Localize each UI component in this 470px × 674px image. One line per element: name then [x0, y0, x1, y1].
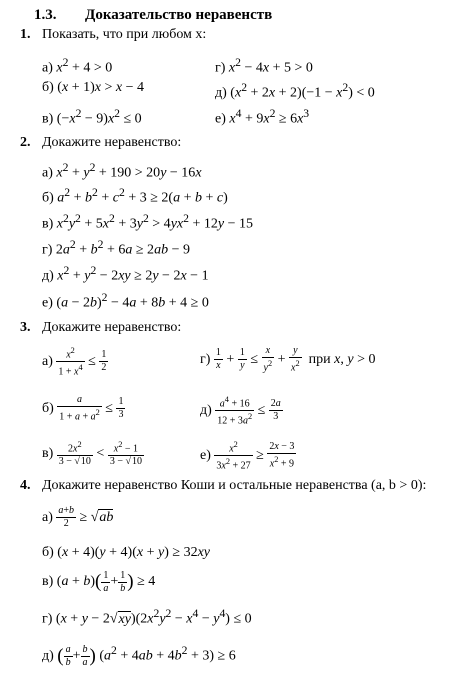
problem-1-item-g: г) $x^2 - 4x + 5 > 0$ — [215, 56, 313, 76]
problem-2-item-b: б) $a^2 + b^2 + c^2 + 3 \ge 2(a + b + c)$ — [42, 186, 228, 206]
section-number: 1.3. — [34, 7, 57, 23]
problem-1-number: 1. — [20, 27, 31, 42]
problem-1-prompt: Показать, что при любом x: — [42, 27, 207, 42]
problem-2-item-e: е) $(a - 2b)^2 - 4a + 8b + 4 \ge 0$ — [42, 291, 209, 311]
problem-4-prompt: Докажите неравенство Коши и остальные неравенства (a, b > 0): — [42, 478, 427, 493]
problem-2-item-a: а) $x^2 + y^2 + 190 > 20y - 16x$ — [42, 161, 202, 181]
problem-1-item-v: в) $(-x^2 - 9)x^2 \le 0$ — [42, 107, 142, 127]
problem-3-item-a: а) $\frac{x^2}{1 + x^4}$ ≤ $\frac{1}{2}$ — [42, 346, 107, 378]
problem-3-item-e: е) $\frac{x^2}{3x^2 + 27}$ ≥ $\frac{2x - 3}{x^2 + 9}$ — [200, 440, 295, 472]
problem-3-item-b: б) $\frac{a}{1 + a + a^2}$ ≤ $\frac{1}{3}$ — [42, 394, 124, 423]
problem-1-item-b: б) (x + 1)x > x − 4 — [42, 80, 144, 95]
problem-1-item-a: а) $x^2 + 4 > 0$ — [42, 56, 113, 76]
problem-4-item-v: в) (a + b)( $\frac{1}{a}$ + $\frac{1}{b}$ ) ≥ 4 — [42, 569, 156, 594]
problem-4-item-a: а) $\frac{a+b}{2}$ ≥ √ab — [42, 505, 114, 530]
problem-4-number: 4. — [20, 478, 31, 493]
problem-4-item-b: б) (x + 4)(y + 4)(x + y) ≥ 32xy — [42, 545, 211, 560]
problem-4-item-g: г) $(x + y - 2√xy)(2x^2y^2 - x^4 - y^4) \le 0$ — [42, 607, 252, 627]
problem-2-item-d: д) $x^2 + y^2 - 2xy \ge 2y - 2x - 1$ — [42, 264, 209, 284]
problem-3-item-v: в) $\frac{2x^2}{3 - √10}$ < $\frac{x^2 - 1}{3 - √10}$ — [42, 440, 142, 468]
section-title: Доказательство неравенств — [85, 7, 273, 23]
problem-2-number: 2. — [20, 135, 31, 150]
problem-2-item-g: г) $2a^2 + b^2 + 6a \ge 2ab - 9$ — [42, 238, 190, 258]
problem-2-item-v: в) $x^2y^2 + 5x^2 + 3y^2 > 4yx^2 + 12y - 15$ — [42, 212, 253, 232]
problem-1-item-e: е) $x^4 + 9x^2 \ge 6x^3$ — [215, 107, 310, 127]
problem-3-number: 3. — [20, 320, 31, 335]
problem-2-prompt: Докажите неравенство: — [42, 135, 182, 150]
problem-3-item-g: г) $\frac{1}{x}$ + $\frac{1}{y}$ ≤ $\frac{x}{y^2}$ + $\frac{y}{x^2}$ при x, y > 0 — [200, 345, 376, 374]
problem-3-item-d: д) $\frac{a^4 + 16}{12 + 3a^2}$ ≤ $\frac{2a}{3}$ — [200, 395, 281, 427]
problem-1-item-d: д) $(x^2 + 2x + 2)(-1 - x^2) < 0$ — [215, 81, 375, 101]
problem-4-item-d: д) ( $\frac{a}{b}$ + $\frac{b}{a}$ ) $(a^2 + 4ab + 4b^2 + 3) \ge 6$ — [42, 643, 236, 668]
problem-3-prompt: Докажите неравенство: — [42, 320, 182, 335]
